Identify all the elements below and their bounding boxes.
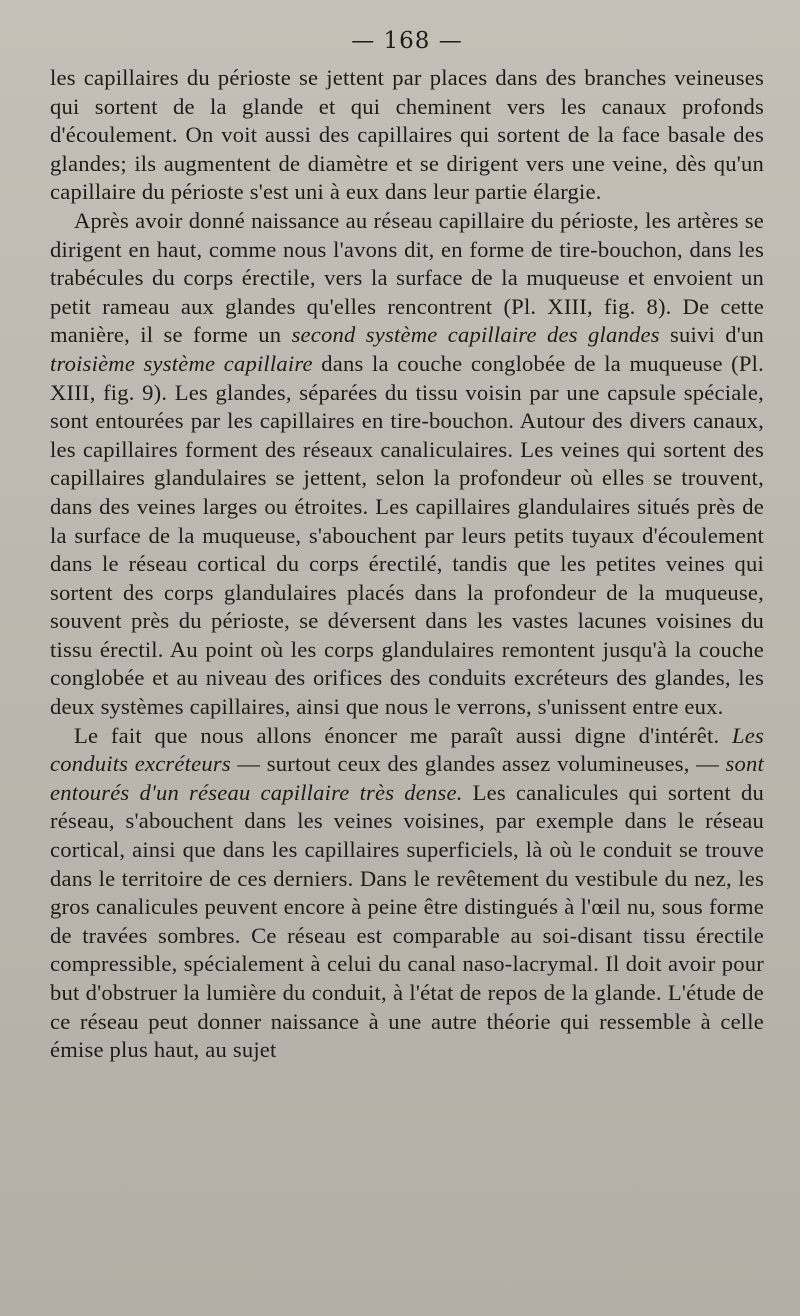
paragraph-2-text-b: suivi d'un (670, 322, 765, 348)
paragraph-1: les capillaires du périoste se jettent par places dans des branches veineuses qui sortent de la glande et qui cheminent vers les canaux profonds d'écoulement. On voit aussi des capillaires qui sortent de la face basale des glandes; ils augmentent de diamètre et se dirigent vers une veine, dès qu'un capillaire du périoste s'est uni à eux dans leur partie élargie. (50, 65, 764, 205)
paragraph-2-text-c: dans la couche conglobée de la muqueuse (Pl. XIII, fig. 9). Les glandes, séparées du tissu voisin par une capsule spéciale, sont entourées par les capillaires en tire-bouchon. Autour des divers canaux, les capillaires forment des réseaux canaliculaires. Les veines qui sortent des capillaires glandulaires se jettent, selon la profondeur où elles se trouvent, dans des veines larges ou étroites. Les capillaires glandulaires situés près de la surface de la muqueuse, s'abouchent par leurs petits tuyaux d'écoulement dans le réseau cortical du corps érectilé, tandis que les petites veines qui sortent des corps glandulaires placés dans la profondeur de la muqueuse, souvent près du périoste, se déversent dans les vastes lacunes voisines du tissu érectil. Au point où les corps glandulaires remontent jusqu'à la couche conglobée et au niveau des orifices des conduits excréteurs des glandes, les deux systèmes capillaires, ainsi que nous le verrons, s'unissent entre eux. (50, 350, 764, 720)
paragraph-2 (50, 207, 764, 722)
paragraph-3-italic-1: Les conduits excréteurs (50, 722, 764, 777)
page-number: — 168 — (351, 28, 463, 54)
paragraph-2-italic-1: second système capillaire des glandes (291, 322, 660, 348)
paragraph-2-text-a: Après avoir donné naissance au réseau capillaire du périoste, les artères se dirigent en haut, comme nous l'avons dit, en forme de tire-bouchon, dans les trabécules du corps érectile, vers la surface de la muqueuse et envoient un petit rameau aux glandes qu'elles rencontrent (Pl. XIII, fig. 8). De cette manière, il se forme un (50, 207, 764, 348)
paragraph-3-italic-2: sont entourés d'un réseau capillaire très dense. (50, 751, 764, 805)
paragraph-3 (50, 722, 764, 1065)
paragraph-2-italic-2: troisième système capillaire (50, 350, 313, 376)
body-text (50, 64, 764, 1065)
paragraph-3-text-a: Le fait que nous allons énoncer me paraît aussi digne d'intérêt. (74, 722, 720, 748)
paragraph-3-text-c: Les canalicules qui sortent du réseau, s'abouchent dans les veines voisines, par exemple dans le réseau cortical, ainsi que dans les capillaires superficiels, là où le conduit se trouve dans le territoire de ces derniers. Dans le revêtement du vestibule du nez, les gros canalicules peuvent encore à peine être distingués à l'œil nu, sous forme de travées sombres. Ce réseau est comparable au soi-disant tissu érectile compressible, spécialement à celui du canal naso-lacrymal. Il doit avoir pour but d'obstruer la lumière du conduit, à l'état de repos de la glande. L'étude de ce réseau peut donner naissance à une autre théorie qui ressemble à celle émise plus haut, au sujet (50, 779, 764, 1063)
paragraph-3-text-b: — surtout ceux des glandes assez volumineuses, — (237, 751, 719, 777)
